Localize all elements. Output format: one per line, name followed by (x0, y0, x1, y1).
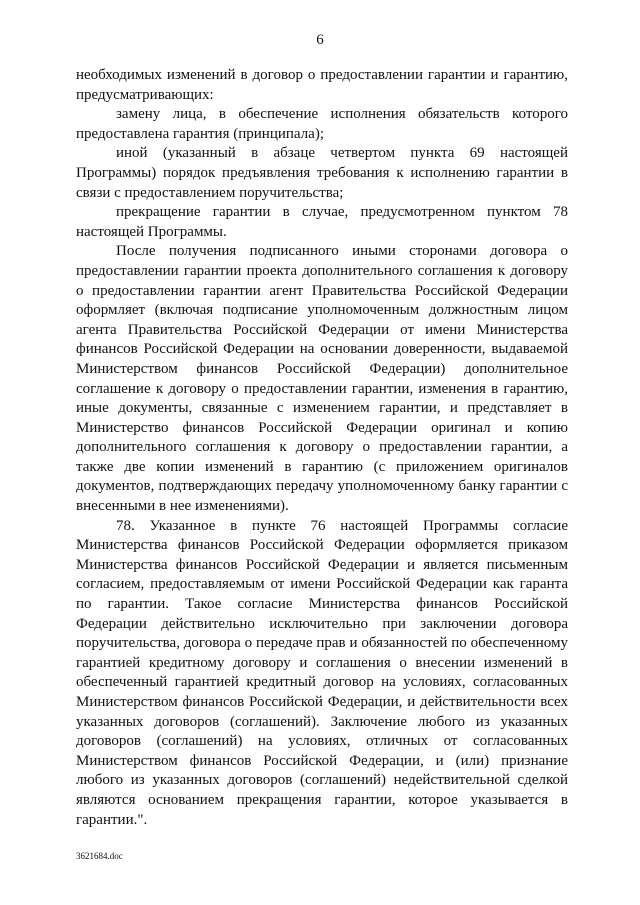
page-number: 6 (316, 32, 324, 48)
paragraph-5: После получения подписанного иными сторонами договора о предоставлении гарантии проекта дополнительного соглашения к договору о предоставлении гарантии агент Правительства Российской Федерации оформляет (включая подписание уполномоченным должностным лицом агента Правительства Российской Федерации от имени Министерства финансов Российской Федерации на основании доверенности, выдаваемой Министерством финансов Российской Федерации) дополнительное соглашение к договору о предоставлении гарантии, изменения в гарантию, иные документы, связанные с изменением гарантии, и представляет в Министерство финансов Российской Федерации оригинал и копию дополнительного соглашения к договору о предоставлении гарантии, а также две копии изменений в гарантию (с приложением оригиналов документов, подтверждающих передачу уполномоченному банку гарантии с внесенными в нее изменениями). (76, 243, 568, 515)
paragraph-6: 78. Указанное в пункте 76 настоящей Программы согласие Министерства финансов Российской Федерации оформляется приказом Министерства финансов Российской Федерации и является письменным согласием, предоставляемым от имени Российской Федерации как гаранта по гарантии. Такое согласие Министерства финансов Российской Федерации действительно исключительно при заключении договора поручительства, договора о передаче прав и обязанностей по обеспеченному гарантией кредитному договору и соглашения о внесении изменений в обеспеченный гарантией кредитный договор на условиях, согласованных Министерством финансов Российской Федерации, и действительности всех указанных договоров (соглашений). Заключение любого из указанных договоров (соглашений) на условиях, отличных от согласованных Министерством финансов Российской Федерации, и (или) признание любого из указанных договоров (соглашений) недействительной сделкой являются основанием прекращения гарантии, которое указывается в гарантии.". (76, 517, 568, 828)
paragraph-3: иной (указанный в абзаце четвертом пункта 69 настоящей Программы) порядок предъявления требования к исполнению гарантии в связи с предоставлением поручительства; (76, 145, 568, 201)
paragraph-4: прекращение гарантии в случае, предусмотренном пунктом 78 настоящей Программы. (76, 204, 568, 240)
paragraph-2: замену лица, в обеспечение исполнения обязательств которого предоставлена гарантия (принципала); (76, 106, 568, 142)
paragraph-1: необходимых изменений в договор о предоставлении гарантии и гарантию, предусматривающих: (76, 67, 568, 103)
footer-filename: 3621684.doc (76, 851, 123, 861)
document-body (76, 66, 568, 830)
